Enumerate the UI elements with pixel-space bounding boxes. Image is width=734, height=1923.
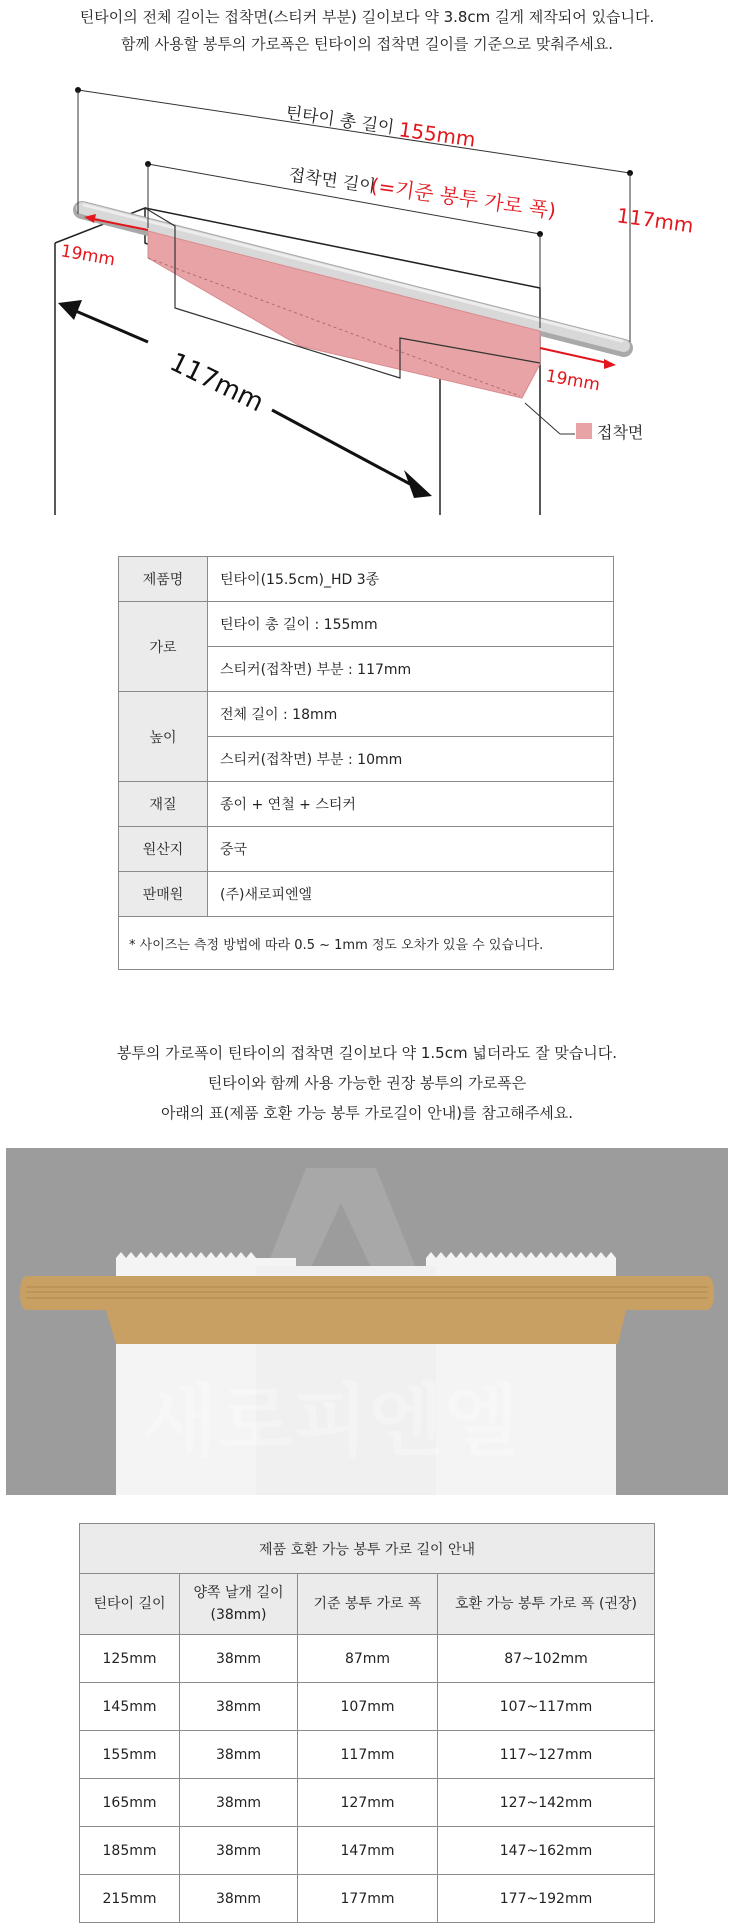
compat-cell: 127mm	[298, 1779, 438, 1827]
height-total-value: 전체 길이 : 18mm	[208, 692, 614, 737]
compat-cell: 177mm	[298, 1875, 438, 1923]
compat-cell: 107mm	[298, 1683, 438, 1731]
compat-cell: 38mm	[180, 1827, 298, 1875]
table-row	[119, 917, 614, 970]
compat-cell: 117mm	[298, 1731, 438, 1779]
compat-header-cell: 기준 봉투 가로 폭	[298, 1574, 438, 1635]
table-row	[80, 1683, 655, 1731]
table-row	[80, 1875, 655, 1923]
size-tolerance-note: * 사이즈는 측정 방법에 따라 0.5 ~ 1mm 정도 오차가 있을 수 있습니다.	[119, 917, 614, 970]
product-name-value: 틴타이(15.5cm)_HD 3종	[208, 557, 614, 602]
compat-cell: 147mm	[298, 1827, 438, 1875]
material-head: 재질	[119, 782, 208, 827]
intro-bottom	[0, 1038, 734, 1128]
intro-top-line-2: 함께 사용할 봉투의 가로폭은 틴타이의 접착면 길이를 기준으로 맞춰주세요.	[120, 35, 614, 53]
compat-cell: 38mm	[180, 1683, 298, 1731]
kraft-adhesive-flap	[106, 1310, 626, 1344]
compat-cell: 185mm	[80, 1827, 180, 1875]
compat-cell: 87mm	[298, 1635, 438, 1683]
width-head: 가로	[119, 602, 208, 692]
compat-cell: 38mm	[180, 1635, 298, 1683]
legend-label: 접착면	[597, 423, 644, 442]
compat-table-caption: 제품 호환 가능 봉투 가로 길이 안내	[80, 1524, 655, 1574]
total-length-value: 155mm	[397, 117, 478, 152]
compat-cell: 165mm	[80, 1779, 180, 1827]
table-row	[80, 1635, 655, 1683]
compat-cell: 177~192mm	[438, 1875, 655, 1923]
origin-head: 원산지	[119, 827, 208, 872]
right-wing-arrowhead	[604, 359, 616, 369]
compat-cell: 38mm	[180, 1875, 298, 1923]
origin-value: 중국	[208, 827, 614, 872]
total-length-label: 틴타이 총 길이	[284, 103, 396, 139]
product-photo	[6, 1148, 728, 1495]
width-total-value: 틴타이 총 길이 : 155mm	[208, 602, 614, 647]
compat-cell: 38mm	[180, 1779, 298, 1827]
intro-top-line-1: 틴타이의 전체 길이는 접착면(스티커 부분) 길이보다 약 3.8cm 길게 제작되어 있습니다.	[79, 8, 655, 26]
compat-cell: 125mm	[80, 1635, 180, 1683]
compat-cell: 215mm	[80, 1875, 180, 1923]
compat-cell: 117~127mm	[438, 1731, 655, 1779]
compat-cell: 107~117mm	[438, 1683, 655, 1731]
adhesive-length-value: 117mm	[615, 203, 696, 238]
material-value: 종이 + 연철 + 스티커	[208, 782, 614, 827]
width-sticker-value: 스티커(접착면) 부분 : 117mm	[208, 647, 614, 692]
height-sticker-value: 스티커(접착면) 부분 : 10mm	[208, 737, 614, 782]
compat-table-body	[80, 1635, 655, 1923]
table-row	[119, 827, 614, 872]
compat-cell: 87~102mm	[438, 1635, 655, 1683]
intro-bottom-line-1: 봉투의 가로폭이 틴타이의 접착면 길이보다 약 1.5cm 넓더라도 잘 맞습니다.	[116, 1044, 618, 1062]
watermark-text: 새로피엔엘	[142, 1377, 519, 1467]
seller-head: 판매원	[119, 872, 208, 917]
table-row	[119, 602, 614, 647]
product-name-head: 제품명	[119, 557, 208, 602]
compat-table	[79, 1523, 655, 1923]
compat-cell: 38mm	[180, 1731, 298, 1779]
compat-cell: 127~142mm	[438, 1779, 655, 1827]
compat-cell: 147~162mm	[438, 1827, 655, 1875]
compat-header-cell: 틴타이 길이	[80, 1574, 180, 1635]
adhesive-length-note: (=기준 봉투 가로 폭)	[369, 173, 558, 223]
intro-top	[0, 4, 734, 58]
table-row	[80, 1574, 655, 1635]
compat-header-cell: 호환 가능 봉투 가로 폭 (권장)	[438, 1574, 655, 1635]
compat-cell: 155mm	[80, 1731, 180, 1779]
legend-leader-line	[525, 403, 560, 434]
bag-width-value: 117mm	[164, 347, 269, 419]
table-row	[119, 557, 614, 602]
table-row	[119, 782, 614, 827]
left-wing-value: 19mm	[59, 241, 117, 271]
compat-cell: 145mm	[80, 1683, 180, 1731]
tin-tie-dimension-diagram	[0, 78, 734, 523]
right-wing-value: 19mm	[544, 366, 602, 396]
table-row	[80, 1731, 655, 1779]
spec-table	[118, 556, 614, 970]
adhesive-length-label: 접착면 길이	[287, 165, 377, 198]
intro-bottom-line-3: 아래의 표(제품 호환 가능 봉투 가로길이 안내)를 참고해주세요.	[160, 1104, 574, 1122]
table-row	[80, 1524, 655, 1574]
seller-value: (주)새로피엔엘	[208, 872, 614, 917]
legend-swatch	[576, 423, 592, 439]
compat-header-cell: 양쪽 날개 길이 (38mm)	[180, 1574, 298, 1635]
table-row	[80, 1779, 655, 1827]
table-row	[119, 692, 614, 737]
height-head: 높이	[119, 692, 208, 782]
kraft-tin-tie-strip	[20, 1276, 714, 1310]
intro-bottom-line-2: 틴타이와 함께 사용 가능한 권장 봉투의 가로폭은	[207, 1074, 527, 1092]
table-row	[119, 872, 614, 917]
table-row	[80, 1827, 655, 1875]
